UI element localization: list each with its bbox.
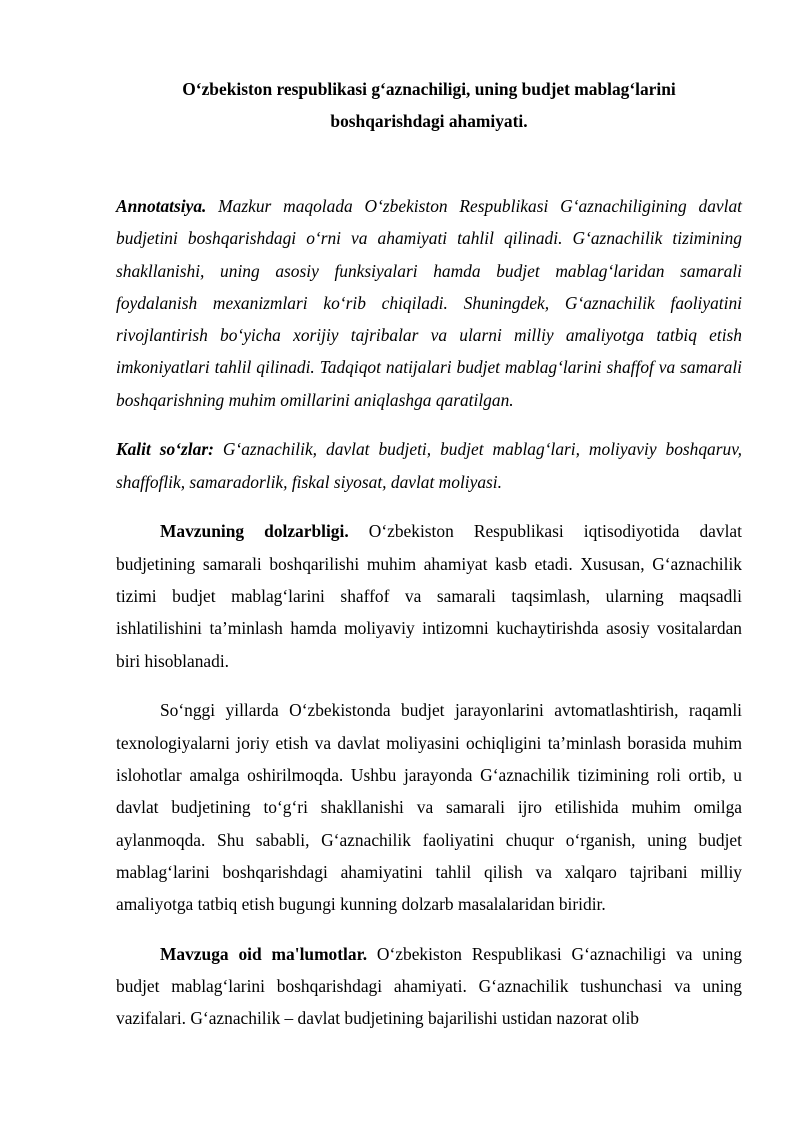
title-line-2: boshqarishdagi ahamiyati. xyxy=(330,111,528,131)
keywords-paragraph xyxy=(116,433,742,498)
document-page xyxy=(116,0,742,1052)
abstract-label: Annotatsiya. xyxy=(116,196,207,216)
title-line-1: O‘zbekiston respublikasi g‘aznachiligi, uning budjet mablag‘larini xyxy=(182,79,676,99)
abstract-text: Mazkur maqolada O‘zbekiston Respublikasi G‘aznachiligining davlat budjetini boshqarishdagi o‘rni va ahamiyati tahlil qilinadi. G‘aznachilik tizimining shakllanishi, uning asosiy funksiyalari hamda budjet mablag‘laridan samarali foydalanish mexanizmlari ko‘rib chiqiladi. Shuningdek, G‘aznachilik faoliyatini rivojlantirish bo‘yicha xorijiy tajribalar va ularni milliy amaliyotga tatbiq etish imkoniyatlari tahlil qilinadi. Tadqiqot natijalari budjet mablag‘larini shaffof va samarali boshqarishning muhim omillarini aniqlashga qaratilgan. xyxy=(116,196,742,410)
topic-info-text: O‘zbekiston Respublikasi G‘aznachiligi va uning budjet mablag‘larini boshqarishdagi ahamiyati. G‘aznachilik tushunchasi va uning vazifalari. G‘aznachilik – davlat budjetining bajarilishi ustidan nazorat olib xyxy=(116,943,742,1029)
keywords-label: Kalit so‘zlar: xyxy=(116,439,214,460)
reforms-paragraph xyxy=(116,694,742,920)
relevance-paragraph xyxy=(116,515,742,676)
document-title xyxy=(116,73,742,137)
keywords-text: G‘aznachilik, davlat budjeti, budjet mablag‘lari, moliyaviy boshqaruv, shaffoflik, samaradorlik, fiskal siyosat, davlat moliyasi. xyxy=(116,439,742,492)
reforms-text: So‘nggi yillarda O‘zbekistonda budjet jarayonlarini avtomatlashtirish, raqamli texnologiyalarni joriy etish va davlat moliyasini ochiqligini ta’minlash borasida muhim islohotlar amalga oshirilmoqda. Ushbu jarayonda G‘aznachilik tizimining roli ortib, u davlat budjetining to‘g‘ri shakllanishi va samarali ijro etilishida muhim omilga aylanmoqda. Shu sababli, G‘aznachilik faoliyatini chuqur o‘rganish, uning budjet mablag‘larini boshqarishdagi ahamiyatini tahlil qilish va xalqaro tajribani milliy amaliyotga tatbiq etish bugungi kunning dolzarb masalalaridan biridir. xyxy=(116,700,742,915)
topic-info-heading: Mavzuga oid ma'lumotlar. xyxy=(160,943,368,964)
abstract-paragraph xyxy=(116,190,742,416)
relevance-text: O‘zbekiston Respublikasi iqtisodiyotida davlat budjetining samarali boshqarilishi muhim ahamiyat kasb etadi. Xususan, G‘aznachilik tizimi budjet mablag‘larini shaffof va samarali taqsimlash, ularning maqsadli ishlatilishini ta’minlash hamda moliyaviy intizomni kuchaytirishda asosiy vositalardan biri hisoblanadi. xyxy=(116,521,742,671)
relevance-heading: Mavzuning dolzarbligi. xyxy=(160,521,349,542)
topic-info-paragraph xyxy=(116,938,742,1035)
